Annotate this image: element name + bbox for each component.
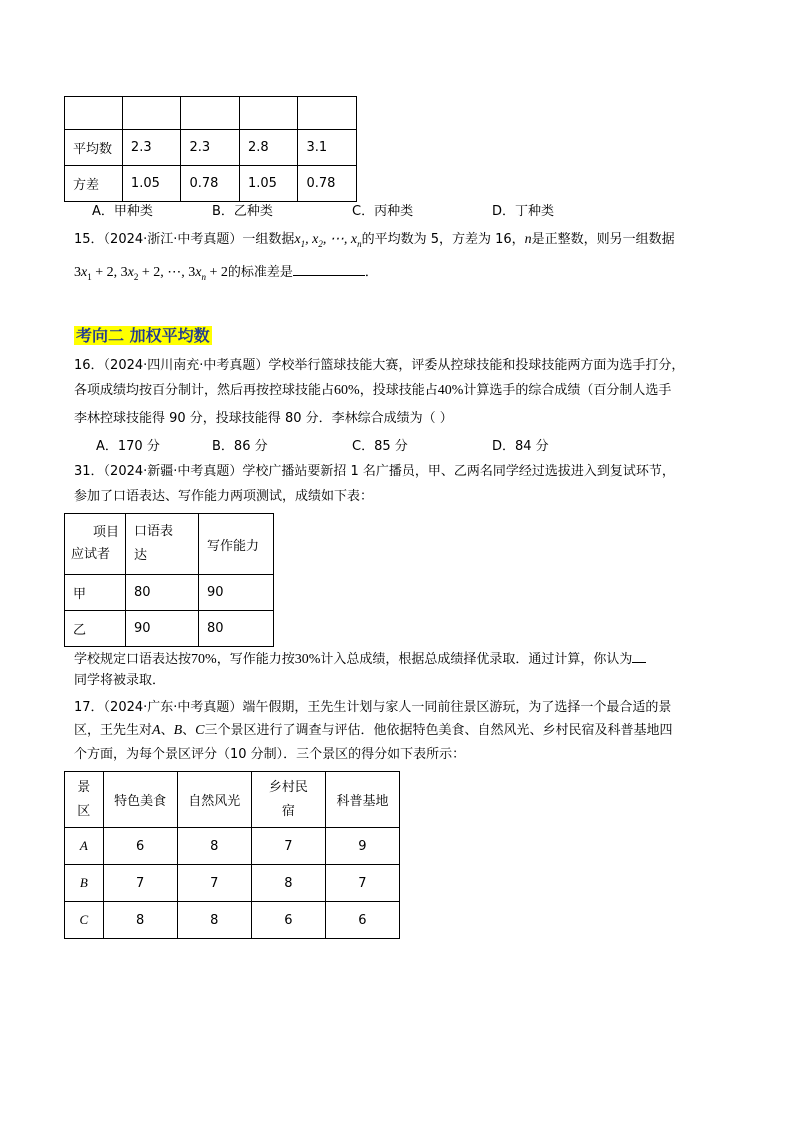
- q15-data-expr: $x_1$, $x_2$, ⋯, $x_n$: [294, 232, 362, 249]
- header-stay-line2: 宿: [281, 803, 295, 819]
- var-cell: 0.78: [298, 166, 357, 202]
- option-c: C．丙种类: [352, 204, 414, 219]
- table-row: [65, 611, 274, 647]
- writing-score: 80: [199, 611, 274, 647]
- q31-pct2: 30%: [294, 652, 321, 667]
- q16-line1: 16．（2024·四川南充·中考真题）学校举行篮球技能大赛，评委从控球技能和投球技能两方面为选手打分，: [74, 358, 685, 373]
- science-score: 9: [325, 828, 399, 865]
- q16-line3: 李林控球技能得 90 分，投球技能得 80 分．李林综合成绩为（ ）: [74, 411, 453, 426]
- q16-line2: [74, 383, 671, 399]
- q31-pct1: 70%: [191, 652, 217, 667]
- table-cell: [239, 97, 298, 130]
- header-stay: [251, 772, 325, 828]
- nature-score: 8: [177, 828, 251, 865]
- table-cell: [181, 97, 240, 130]
- stay-score: 6: [251, 902, 325, 939]
- var-cell: 1.05: [122, 166, 181, 202]
- var-cell: 1.05: [239, 166, 298, 202]
- writing-score: 90: [199, 575, 274, 611]
- avg-cell: 2.3: [181, 130, 240, 166]
- answer-blank[interactable]: [293, 263, 365, 276]
- q16-line2-c: 计算选手的综合成绩（百分制人选手: [463, 383, 672, 398]
- table-row: [65, 97, 357, 130]
- q31-after-line2: 同学将被录取．: [74, 673, 166, 688]
- q15-prefix: 15．（2024·浙江·中考真题）一组数据: [74, 232, 295, 247]
- var-cell: 0.78: [181, 166, 240, 202]
- food-score: 6: [103, 828, 177, 865]
- q16-line2-b: ，投球技能占: [359, 383, 438, 398]
- q31-after-c: 计入总成绩，根据总成绩择优录取．通过计算，你认为: [320, 652, 633, 667]
- avg-cell: 2.8: [239, 130, 298, 166]
- area-name: A: [65, 828, 104, 865]
- table-row: [65, 575, 274, 611]
- variance-table: [64, 96, 357, 202]
- candidate-name: 乙: [65, 611, 126, 647]
- q16-pct2: 40%: [437, 383, 464, 398]
- q15-line2: [74, 263, 378, 285]
- q17-line2: 区，王先生对A、B、C三个景区进行了调查与评估．他依据特色美食、自然风光、乡村民宿及科普基地四: [74, 723, 673, 738]
- section-heading: 考向二 加权平均数: [76, 326, 210, 345]
- oral-score: 80: [126, 575, 199, 611]
- q16-line2-a: 各项成绩均按百分制计，然后再按控球技能占: [74, 383, 335, 398]
- stay-score: 7: [251, 828, 325, 865]
- q17-line1: 17．（2024·广东·中考真题）端午假期，王先生计划与家人一同前往景区游玩，为了选择一个最合适的景: [74, 700, 672, 715]
- header-writing: 写作能力: [199, 514, 274, 575]
- row-label-avg: 平均数: [65, 130, 123, 166]
- table-cell: [298, 97, 357, 130]
- avg-cell: 2.3: [122, 130, 181, 166]
- q16-option-a: A．170 分: [96, 439, 160, 454]
- answer-blank[interactable]: [632, 650, 646, 663]
- header-area-line1: 景: [77, 779, 91, 795]
- q31-after-b: ，写作能力按: [216, 652, 295, 667]
- table-row: [65, 865, 400, 902]
- table-row: [65, 130, 357, 166]
- scenic-table: [64, 771, 400, 939]
- header-area: [65, 772, 104, 828]
- header-food: 特色美食: [103, 772, 177, 828]
- q15-expr2: $3x_1 + 2$, $3x_2 + 2$, ⋯, $3x_n + 2$: [74, 265, 228, 282]
- option-b: B．乙种类: [212, 204, 273, 219]
- header-candidate: 应试者: [71, 547, 111, 562]
- q31-line2: 参加了口语表达、写作能力两项测试，成绩如下表：: [74, 489, 374, 504]
- q16-option-d: D．84 分: [492, 439, 549, 454]
- q15-expr2-end: 的标准差是: [227, 265, 293, 280]
- header-item: 项目: [92, 525, 119, 540]
- q15-mid: 的平均数为 5，方差为 16，: [361, 232, 525, 247]
- sym-b: B: [173, 723, 183, 738]
- q15-tail: 是正整数，则另一组数据: [531, 232, 675, 247]
- table-row: [65, 166, 357, 202]
- q17-line2-a: 区，王先生对: [74, 723, 153, 738]
- option-a: A．甲种类: [92, 204, 153, 219]
- q15-line1: [74, 232, 675, 252]
- header-nature: 自然风光: [177, 772, 251, 828]
- science-score: 6: [325, 902, 399, 939]
- candidate-name: 甲: [65, 575, 126, 611]
- header-area-line2: 区: [77, 803, 91, 819]
- sym-a: A: [152, 723, 161, 738]
- score-table: [64, 513, 274, 647]
- header-science: 科普基地: [325, 772, 399, 828]
- q17-line2-b: 三个景区进行了调查与评估．他依据特色美食、自然风光、乡村民宿及科普基地四: [204, 723, 673, 738]
- header-oral: [126, 514, 199, 575]
- food-score: 7: [103, 865, 177, 902]
- q16-option-b: B．86 分: [212, 439, 268, 454]
- stay-score: 8: [251, 865, 325, 902]
- q17-line3: 个方面，为每个景区评分（10 分制）．三个景区的得分如下表所示：: [74, 747, 466, 762]
- q16-pct1: 60%: [334, 383, 360, 398]
- q16-option-c: C．85 分: [352, 439, 408, 454]
- science-score: 7: [325, 865, 399, 902]
- nature-score: 7: [177, 865, 251, 902]
- header-cell-diagonal: [65, 514, 126, 575]
- area-name: B: [65, 865, 104, 902]
- q31-after-a: 学校规定口语表达按: [74, 652, 192, 667]
- table-row: [65, 902, 400, 939]
- q15-n-var: n: [524, 232, 532, 247]
- header-oral-line2: 达: [134, 548, 148, 563]
- header-stay-line1: 乡村民: [268, 779, 308, 795]
- food-score: 8: [103, 902, 177, 939]
- avg-cell: 3.1: [298, 130, 357, 166]
- sym-c: C: [195, 723, 205, 738]
- header-oral-line1: 口语表: [134, 524, 174, 539]
- table-row: [65, 514, 274, 575]
- row-label-var: 方差: [65, 166, 123, 202]
- q15-period: ．: [364, 265, 378, 280]
- table-cell: [65, 97, 123, 130]
- table-cell: [122, 97, 181, 130]
- oral-score: 90: [126, 611, 199, 647]
- q31-after-line1: [74, 650, 646, 668]
- area-name: C: [65, 902, 104, 939]
- nature-score: 8: [177, 902, 251, 939]
- q31-line1: 31．（2024·新疆·中考真题）学校广播站要新招 1 名广播员，甲、乙两名同学经过选拔进入到复试环节，: [74, 464, 675, 479]
- table-row: [65, 772, 400, 828]
- option-d: D．丁种类: [492, 204, 555, 219]
- table-row: [65, 828, 400, 865]
